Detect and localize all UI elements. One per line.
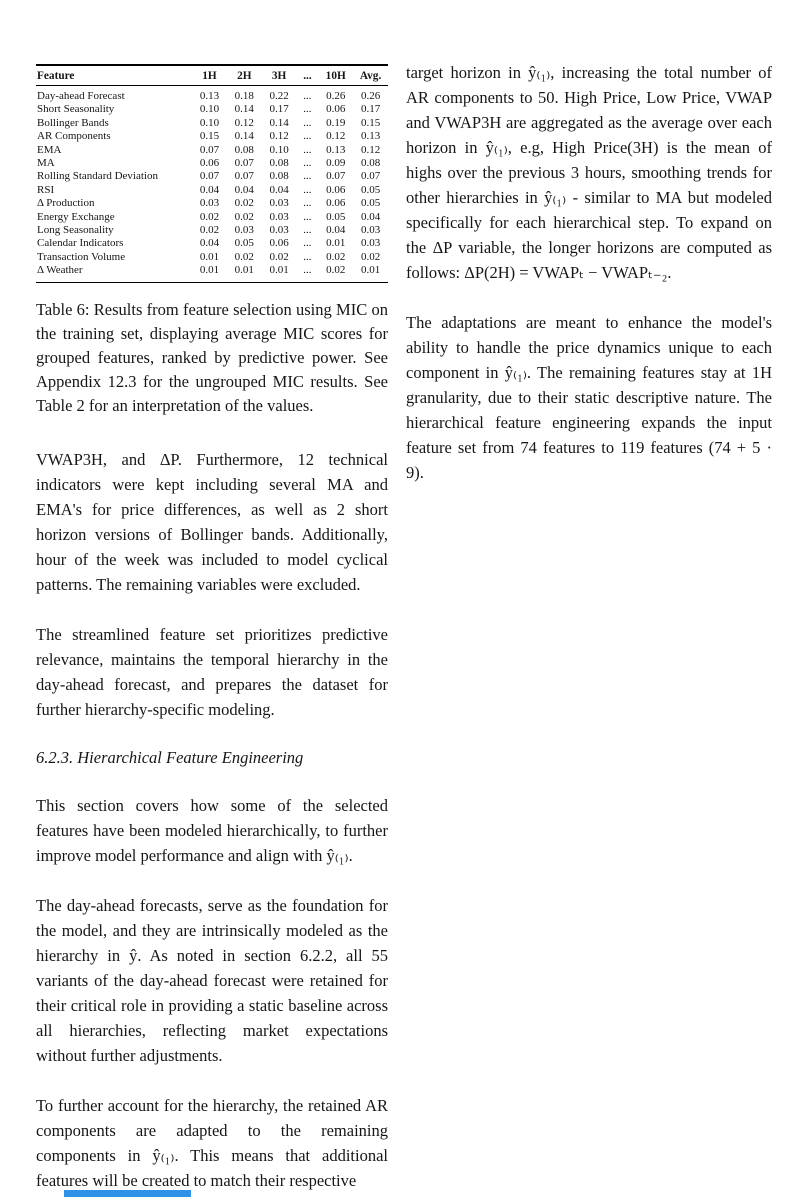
- mic-value-cell: ...: [303, 197, 312, 210]
- mic-value-cell: 0.06: [326, 197, 346, 210]
- mic-value-cell: 0.14: [269, 116, 289, 129]
- mic-value-cell: 0.04: [199, 237, 220, 250]
- mic-value-cell: 0.15: [360, 116, 381, 129]
- feature-name-cell: EMA: [37, 143, 62, 156]
- mic-value-cell: 0.03: [269, 210, 289, 223]
- mic-value-cell: 0.03: [269, 224, 289, 237]
- table-row: [36, 170, 388, 183]
- mic-value-cell: 0.10: [199, 116, 220, 129]
- table-header-cell: 1H: [192, 65, 227, 86]
- paragraph-feature-selection: VWAP3H, and ΔP. Furthermore, 12 technical indicators were kept including several MA and EMA's for price differences, as well as 2 short horizon versions of Bollinger bands. Additionally, hour of the week was included to model cyclical patterns. The remaining variables were excluded.: [36, 449, 388, 594]
- mic-value-cell: 0.06: [269, 237, 289, 250]
- mic-value-cell: ...: [303, 224, 312, 237]
- table-row: [36, 103, 388, 116]
- mic-value-cell: 0.04: [269, 183, 289, 196]
- paragraph-target-horizon: target horizon in ŷ₍₁₎, increasing the total number of AR components to 50. High Price, Low Price, VWAP and VWAP3H are aggregated as the average over each horizon in ŷ₍₁₎, e.g, High Price(3H) is the mean of highs over the previous 3 hours, smoothing trends for other hierarchies in ŷ₍₁₎ - similar to MA but modeled specifically for each hierarchical step. To expand on the ΔP variable, the longer horizons are computed as follows: ΔP(2H) = VWAPₜ − VWAPₜ₋₂.: [406, 63, 772, 282]
- feature-name-cell: Day-ahead Forecast: [37, 90, 125, 102]
- mic-value-cell: 0.05: [326, 210, 346, 223]
- mic-value-cell: 0.12: [269, 130, 289, 143]
- feature-name-cell: Calendar Indicators: [37, 237, 124, 250]
- mic-value-cell: 0.05: [360, 197, 381, 210]
- mic-value-cell: 0.06: [199, 157, 220, 170]
- table-header-cell: ...: [297, 65, 319, 86]
- feature-name-cell: AR Components: [37, 130, 111, 143]
- mic-value-cell: ...: [303, 130, 312, 143]
- mic-value-cell: 0.07: [234, 157, 254, 170]
- table-row: [36, 211, 388, 224]
- feature-name-cell: Transaction Volume: [37, 250, 126, 263]
- mic-value-cell: ...: [303, 116, 312, 129]
- mic-value-cell: 0.03: [234, 224, 254, 237]
- feature-name-cell: RSI: [37, 183, 55, 196]
- feature-name-cell: Rolling Standard Deviation: [37, 170, 158, 183]
- mic-value-cell: 0.01: [199, 250, 220, 263]
- mic-value-cell: 0.03: [199, 197, 220, 210]
- paragraph-day-ahead-foundation: The day-ahead forecasts, serve as the foundation for the model, and they are intrinsically modeled as the hierarchy in ŷ. As noted in section 6.2.2, all 55 variants of the day-ahead forecast were retained for their critical role in providing a static baseline across all hierarchies, reflecting market expectations without further adjustments.: [36, 895, 388, 1065]
- mic-value-cell: 0.14: [234, 130, 254, 143]
- mic-value-cell: 0.19: [326, 116, 346, 129]
- mic-value-cell: 0.02: [326, 264, 346, 277]
- mic-value-cell: 0.07: [326, 170, 346, 183]
- mic-value-cell: 0.04: [199, 183, 220, 196]
- mic-value-cell: 0.02: [199, 224, 220, 237]
- right-column: [406, 60, 772, 1200]
- mic-value-cell: 0.05: [360, 183, 381, 196]
- feature-mic-table: [36, 64, 388, 283]
- mic-value-cell: ...: [303, 170, 312, 183]
- mic-value-cell: 0.03: [360, 224, 381, 237]
- table-caption: Table 6: Results from feature selection using MIC on the training set, displaying average MIC scores for grouped features, ranked by predictive power. See Appendix 12.3 for the ungrouped MIC results. See Table 2 for an interpretation of the values.: [36, 299, 388, 415]
- mic-value-cell: 0.08: [269, 157, 289, 170]
- feature-name-cell: Δ Production: [37, 197, 95, 210]
- mic-value-cell: 0.01: [199, 264, 220, 277]
- mic-value-cell: ...: [303, 183, 312, 196]
- mic-value-cell: ...: [303, 90, 312, 102]
- mic-value-cell: ...: [303, 143, 312, 156]
- mic-value-cell: 0.10: [269, 143, 289, 156]
- paragraph-ar-adaptation: To further account for the hierarchy, the retained AR components are adapted to the remaining components in ŷ₍₁₎. This means that additional features will be created to match their respective: [36, 1095, 388, 1190]
- mic-value-cell: 0.01: [269, 264, 289, 277]
- table-row: [36, 251, 388, 264]
- table-row: [36, 130, 388, 143]
- table-row: [36, 86, 388, 104]
- mic-value-cell: 0.15: [199, 130, 220, 143]
- table-row: [36, 264, 388, 282]
- mic-value-cell: 0.07: [234, 170, 254, 183]
- mic-value-cell: 0.17: [269, 103, 289, 116]
- table-row: [36, 197, 388, 210]
- mic-value-cell: 0.01: [326, 237, 346, 250]
- feature-name-cell: MA: [37, 157, 55, 170]
- mic-value-cell: 0.02: [234, 250, 254, 263]
- mic-value-cell: 0.08: [360, 157, 381, 170]
- table-row: [36, 117, 388, 130]
- table-header-row: [36, 65, 388, 86]
- mic-value-cell: 0.06: [326, 103, 346, 116]
- mic-value-cell: 0.10: [199, 103, 220, 116]
- mic-value-cell: 0.13: [360, 130, 381, 143]
- mic-value-cell: ...: [303, 250, 312, 263]
- subsection-heading-623: 6.2.3. Hierarchical Feature Engineering: [36, 747, 304, 767]
- mic-value-cell: ...: [303, 103, 312, 116]
- mic-value-cell: 0.02: [234, 197, 254, 210]
- feature-name-cell: Short Seasonality: [37, 103, 115, 116]
- left-column: [36, 60, 388, 1200]
- mic-value-cell: ...: [303, 210, 312, 223]
- mic-value-cell: 0.07: [360, 170, 381, 183]
- mic-value-cell: 0.03: [360, 237, 381, 250]
- feature-name-cell: Long Seasonality: [37, 224, 114, 237]
- mic-value-cell: 0.07: [199, 143, 220, 156]
- mic-value-cell: 0.18: [234, 90, 254, 102]
- mic-value-cell: 0.22: [269, 90, 289, 102]
- mic-value-cell: 0.08: [234, 143, 254, 156]
- mic-value-cell: 0.12: [326, 130, 346, 143]
- mic-value-cell: 0.13: [199, 90, 220, 102]
- table-header-cell: 2H: [227, 65, 262, 86]
- mic-value-cell: 0.07: [199, 170, 220, 183]
- mic-value-cell: 0.02: [360, 250, 381, 263]
- paragraph-streamlined-set: The streamlined feature set prioritizes predictive relevance, maintains the temporal hierarchy in the day-ahead forecast, and prepares the dataset for further hierarchy-specific modeling.: [36, 624, 388, 719]
- table-row: [36, 157, 388, 170]
- table-header-cell: Feature: [36, 65, 192, 86]
- mic-value-cell: 0.26: [326, 90, 346, 102]
- mic-value-cell: ...: [303, 157, 312, 170]
- mic-value-cell: ...: [303, 264, 312, 277]
- mic-value-cell: 0.01: [234, 264, 254, 277]
- table-row: [36, 237, 388, 250]
- mic-value-cell: 0.26: [360, 90, 381, 102]
- table-row: [36, 184, 388, 197]
- mic-value-cell: 0.14: [234, 103, 254, 116]
- mic-value-cell: 0.08: [269, 170, 289, 183]
- table-row: [36, 224, 388, 237]
- table-header-cell: 10H: [318, 65, 353, 86]
- mic-value-cell: 0.03: [269, 197, 289, 210]
- mic-value-cell: 0.17: [360, 103, 381, 116]
- table-header-cell: Avg.: [353, 65, 388, 86]
- mic-value-cell: 0.01: [360, 264, 381, 277]
- feature-name-cell: Δ Weather: [37, 264, 83, 277]
- mic-value-cell: 0.02: [326, 250, 346, 263]
- mic-value-cell: 0.02: [269, 250, 289, 263]
- mic-value-cell: 0.04: [360, 210, 381, 223]
- mic-value-cell: 0.12: [234, 116, 254, 129]
- mic-value-cell: 0.13: [326, 143, 346, 156]
- mic-value-cell: 0.02: [199, 210, 220, 223]
- bottom-loading-bar: [64, 1190, 191, 1197]
- table-row: [36, 144, 388, 157]
- mic-value-cell: 0.09: [326, 157, 346, 170]
- mic-value-cell: 0.12: [360, 143, 381, 156]
- mic-value-cell: 0.04: [326, 224, 346, 237]
- paragraph-adaptations: The adaptations are meant to enhance the model's ability to handle the price dynamics unique to each component in ŷ₍₁₎. The remaining features stay at 1H granularity, due to their static descriptive nature. The hierarchical feature engineering expands the input feature set from 74 features to 119 features (74 + 5 · 9).: [406, 313, 772, 482]
- feature-name-cell: Energy Exchange: [37, 210, 115, 223]
- table-header-cell: 3H: [262, 65, 297, 86]
- feature-name-cell: Bollinger Bands: [37, 116, 109, 129]
- mic-value-cell: 0.06: [326, 183, 346, 196]
- mic-value-cell: 0.04: [234, 183, 254, 196]
- mic-value-cell: 0.02: [234, 210, 254, 223]
- mic-value-cell: ...: [303, 237, 312, 250]
- paragraph-section-intro: This section covers how some of the selected features have been modeled hierarchically, to further improve model performance and align with ŷ₍₁₎.: [36, 795, 388, 865]
- mic-value-cell: 0.05: [234, 237, 254, 250]
